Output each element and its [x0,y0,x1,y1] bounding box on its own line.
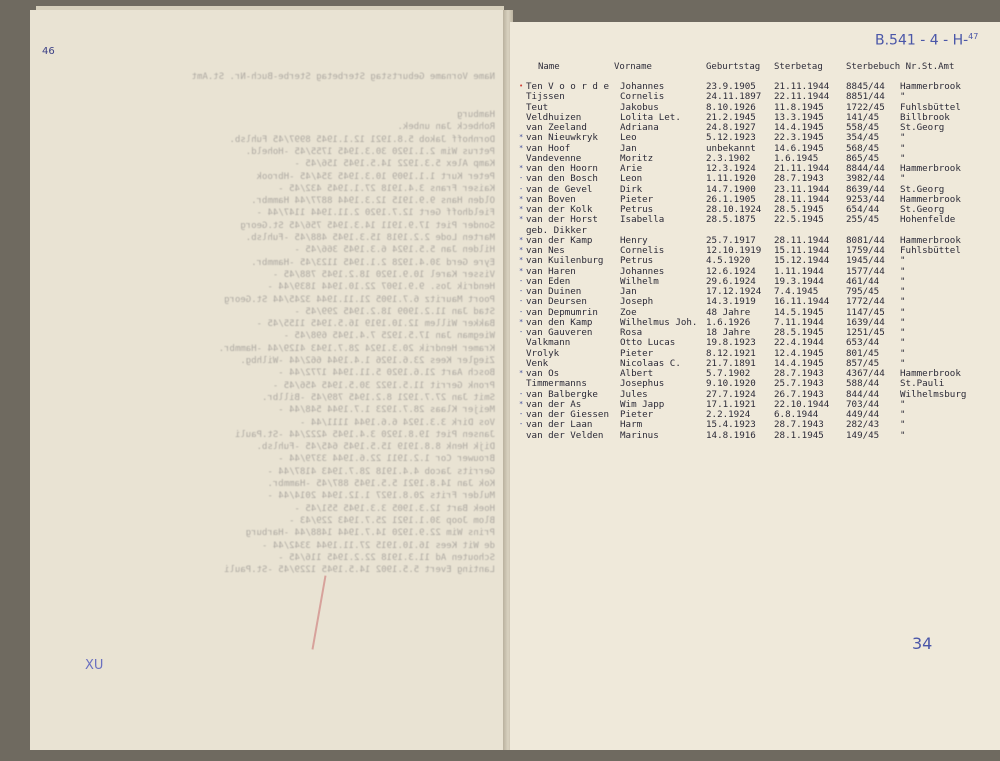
table-row [510,133,1000,143]
bleed-line: Wiegman Jan 17.5.1925 7.4.1945 698/45 - [283,331,495,342]
header-vorname: Vorname [614,62,652,72]
margin-mark: - [519,410,524,418]
cell-sterb: 28.5.1945 [774,327,824,338]
cell-sterb: 28.1.1945 [774,429,824,441]
cell-vorname: Isabella [620,214,665,226]
cell-geb: 1.11.1920 [706,173,756,185]
cell-buch: 558/45 [846,122,880,133]
cell-vorname: Jules [620,388,648,400]
table-row [510,256,1000,266]
table-row [510,379,1000,389]
cell-sterb: 28.7.1943 [774,368,824,379]
bleed-line: Vos Dirk 3.3.1924 6.6.1944 1111/44 - [299,417,495,428]
cell-sterb: 14.6.1945 [774,142,824,154]
table-row [510,420,1000,430]
archive-reference-text: B.541 - 4 - H- [875,32,969,49]
cell-buch: 141/45 [846,111,880,123]
bleed-line: Lanting Evert 5.5.1902 14.5.1945 1229/45 -St.Pauli [224,565,495,576]
cell-vorname: Leon [620,173,643,185]
cell-buch: 844/44 [846,388,880,400]
cell-name: van den Kamp [526,316,593,328]
bleed-line: Ziegler Kees 23.6.1926 1.4.1944 662/44 -Wilhbg. [240,356,495,366]
cell-vorname: Dirk [620,183,643,195]
bleed-line: Fieldhoff Gert 12.7.1920 2.11.1944 1147/44 - [256,208,495,219]
bleed-line: Rohbeck Jan unbek. [397,122,495,133]
margin-mark: * [519,133,524,142]
margin-mark: - [519,420,524,429]
cell-name: van Balbergke [526,388,598,400]
cell-name: van Zeeland [526,122,587,133]
cell-buch: 1772/44 [846,296,885,308]
cell-geb: 5.12.1923 [706,132,756,144]
cell-amt: Billbrook [900,111,950,123]
cell-vorname: Moritz [620,152,654,164]
cell-sterb: 22.3.1945 [774,132,824,144]
bleed-line: Bakker Willem 12.10.1919 16.5.1945 1155/45 - [256,319,495,330]
cell-amt: " [900,132,906,144]
cell-name: van Hoof [526,142,571,154]
cell-vorname: Arie [620,163,643,174]
cell-amt: " [900,152,906,164]
cell-sterb: 15.11.1944 [774,245,830,256]
left-page-bottom-annotation: XU [85,658,104,673]
left-page-bleed-through-text [30,10,505,750]
bleed-line: Marten Lode 2.2.1918 15.3.1945 488/45 -Fuhlsb. [245,233,495,243]
cell-name: Vandevenne [526,152,582,164]
cell-geb: 21.7.1891 [706,357,756,369]
cell-geb: 18 Jahre [706,327,751,338]
cell-vorname: Wilhelmus Joh. [620,316,698,328]
cell-name: van der Giessen [526,409,609,420]
cell-sterb: 14.4.1945 [774,122,824,133]
cell-amt: " [900,306,906,318]
margin-mark: - [519,174,524,183]
cell-buch: 8851/44 [846,91,885,103]
cell-amt: " [900,173,906,185]
cell-buch: 857/45 [846,357,880,369]
cell-buch: 801/45 [846,347,880,359]
cell-geb: unbekannt [706,142,756,154]
cell-sterb: 19.3.1944 [774,275,824,287]
header-sterbetag: Sterbetag [774,62,823,72]
cell-sterb: 7.4.1945 [774,286,819,297]
cell-geb: 1.6.1926 [706,316,751,328]
cell-buch: 282/43 [846,419,880,431]
cell-name: van Duinen [526,286,582,297]
cell-geb: 27.7.1924 [706,388,756,400]
table-row [510,431,1000,441]
right-page [510,22,1000,750]
table-header [510,62,1000,76]
table-row [510,215,1000,225]
cell-name: Venk [526,357,549,369]
bleed-line: Prins Wim 22.9.1920 14.7.1944 1488/44 -Harburg [245,528,495,539]
cell-amt: Hammerbrook [900,234,961,246]
margin-mark: - [519,328,524,336]
margin-mark: * [519,266,524,275]
cell-vorname: Otto Lucas [620,337,676,349]
cell-buch: 8844/44 [846,163,885,174]
cell-geb: 14.8.1916 [706,429,756,441]
cell-vorname: Petrus [620,204,654,215]
margin-mark: * [519,164,524,172]
cell-buch: 865/45 [846,152,880,164]
cell-vorname: Cornelis [620,91,665,103]
cell-amt: Fuhlsbüttel [900,101,961,113]
cell-name: van Os [526,368,560,379]
bleed-line: Hamburg [457,110,495,120]
cell-vorname: Leo [620,132,637,144]
bleed-line: Kok Jan 14.8.1921 5.5.1945 887/45 -Hammbr. [267,479,495,489]
cell-name: van Nieuwkryk [526,132,598,144]
bleed-line: Jansen Piet 19.8.1920 3.4.1945 4222/44 -St.Pauli [234,429,495,440]
cell-sterb: 22.4.1944 [774,337,824,349]
cell-geb: 9.10.1920 [706,378,756,390]
cell-buch: 449/44 [846,409,880,420]
cell-buch: 1722/45 [846,101,885,113]
cell-amt: " [900,347,906,359]
margin-mark: - [519,184,524,193]
cell-vorname: Marinus [620,429,659,441]
margin-mark: - [519,276,524,285]
cell-amt: " [900,337,906,349]
bleed-line: Peter Kurt 1.1.1909 10.3.1945 354/45 -Hbrook [256,171,495,182]
cell-name: Timmermanns [526,378,587,390]
left-page [30,10,505,750]
cell-amt: " [900,91,906,103]
margin-mark: * [519,399,524,408]
table-row [510,297,1000,307]
margin-mark: * [519,235,524,244]
header-name: Name [538,62,560,72]
cell-name: van der Kamp [526,234,593,246]
cell-sterb: 28.11.1944 [774,193,830,205]
cell-geb: 14.3.1919 [706,296,756,308]
cell-name: Vrolyk [526,347,560,359]
cell-buch: 1577/44 [846,265,885,277]
bleed-line: Hilden Jan 5.5.1924 6.3.1945 366/45 - [294,245,495,256]
cell-sterb: 11.8.1945 [774,101,824,113]
cell-buch: 149/45 [846,429,880,441]
cell-geb: 17.1.1921 [706,398,756,410]
margin-mark: • [519,82,524,90]
cell-geb: 21.2.1945 [706,111,756,123]
cell-geb: 29.6.1924 [706,275,756,287]
margin-mark: * [519,256,524,265]
cell-buch: 461/44 [846,275,880,287]
margin-mark: * [519,246,524,254]
cell-vorname: Joseph [620,296,654,308]
cell-geb: 17.12.1924 [706,286,762,297]
cell-vorname: Petrus [620,255,654,267]
cell-buch: 703/44 [846,398,880,410]
cell-vorname: Jan [620,286,637,297]
margin-mark: * [519,205,524,213]
margin-mark: - [519,297,524,306]
cell-sterb: 25.7.1943 [774,378,824,390]
cell-vorname: Cornelis [620,245,665,256]
cell-vorname: Lolita Let. [620,111,681,123]
cell-name: van de Gevel [526,183,593,195]
cell-name: van Gauveren [526,327,593,338]
cell-buch: 654/44 [846,204,880,215]
cell-vorname: Pieter [620,347,654,359]
cell-sterb: 21.11.1944 [774,81,830,92]
cell-geb: 12.6.1924 [706,265,756,277]
cell-geb: 26.1.1905 [706,193,756,205]
margin-mark: * [519,194,524,203]
cell-vorname: Wilhelm [620,275,659,287]
cell-buch: 8639/44 [846,183,885,195]
cell-vorname: Albert [620,368,654,379]
cell-name: Veldhuizen [526,111,582,123]
margin-mark: - [519,389,524,398]
cell-vorname: Johannes [620,81,665,92]
cell-buch: 8845/44 [846,81,885,92]
cell-geb: 24.11.1897 [706,91,762,103]
bleed-line: Schouten Ad 11.3.1918 22.2.1945 116/45 - [278,552,495,563]
bleed-line: Mulder Frits 20.8.1927 1.12.1944 2014/44 - [267,491,495,502]
bleed-line: Dornhoff Jakob 5.8.1921 12.1.1945 8997/45 Fuhlsb. [229,134,495,145]
margin-mark: * [519,317,524,326]
cell-geb: 8.12.1921 [706,347,756,359]
cell-name: van Haren [526,265,576,277]
cell-vorname: Josephus [620,378,665,390]
bleed-line: Hoek Bart 12.3.1905 3.3.1945 551/45 - [294,503,495,514]
cell-amt: " [900,429,906,441]
bleed-line: Sonder Piet 17.9.1911 14.3.1945 756/45 St.Georg [240,220,495,231]
cell-sterb: 22.5.1945 [774,214,824,226]
cell-sterb: 21.11.1944 [774,163,830,174]
cell-name: van der Velden [526,429,604,441]
cell-geb: 12.3.1924 [706,163,756,174]
bleed-line: Visser Karel 10.9.1920 18.2.1945 788/45 - [272,269,495,280]
cell-geb: 23.9.1905 [706,81,756,92]
bleed-line: Gerrits Jacob 4.4.1918 28.7.1943 4187/44 - [267,466,495,477]
bleed-line: Eyre Gerd 30.4.1928 2.1.1945 1123/45 -Hammbr. [251,257,495,268]
cell-vorname: Pieter [620,409,654,420]
bleed-line: Name Vorname Geburtstag Sterbetag Sterbe-Buch-Nr. St.Amt [191,72,495,82]
cell-geb: 19.8.1923 [706,337,756,349]
cell-vorname: Zoe [620,306,637,318]
cell-sterb: 1.11.1944 [774,265,824,277]
bleed-line: Kaiser Frans 3.4.1918 27.1.1945 432/45 - [278,183,495,194]
cell-amt: " [900,419,906,431]
margin-mark: - [519,287,524,295]
cell-name: van den Hoorn [526,163,598,174]
cell-amt: Fuhlsbüttel [900,245,961,256]
cell-vorname: Jakobus [620,101,659,113]
cell-buch: 354/45 [846,132,880,144]
bleed-line: Kramer Hendrik 20.3.1924 28.7.1943 4129/44 -Hammbr. [218,343,495,354]
cell-name: van den Bosch [526,173,598,185]
cell-sterb: 13.3.1945 [774,111,824,123]
cell-sterb: 26.7.1943 [774,388,824,400]
cell-amt: Hammerbrook [900,163,961,174]
cell-geb: 28.10.1924 [706,204,762,215]
margin-mark: * [519,215,524,224]
cell-geb: 14.7.1900 [706,183,756,195]
cell-vorname: Henry [620,234,648,246]
cell-vorname: Harm [620,419,643,431]
cell-buch: 1147/45 [846,306,885,318]
bleed-line: Poort Mauritz 6.7.1905 21.11.1944 3245/44 St.Georg [224,294,495,305]
cell-name: van der Kolk [526,204,593,215]
cell-sterb: 22.10.1944 [774,398,830,410]
cell-amt: Hammerbrook [900,193,961,205]
bleed-line: de Wit Kees 16.10.1915 27.11.1944 3342/44 - [262,540,495,551]
table-row [510,92,1000,102]
cell-sterb: 28.11.1944 [774,234,830,246]
cell-amt: " [900,357,906,369]
cell-name: van Eden [526,275,571,287]
cell-sterb: 28.7.1943 [774,173,824,185]
table-row [510,174,1000,184]
margin-mark: * [519,143,524,152]
cell-sterb: 22.11.1944 [774,91,830,103]
cell-buch: 1639/44 [846,316,885,328]
cell-amt: Wilhelmsburg [900,388,967,400]
cell-name: van Deursen [526,296,587,308]
cell-buch: 568/45 [846,142,880,154]
cell-geb: 12.10.1919 [706,245,762,256]
bleed-line: Bosch Aart 21.6.1920 5.11.1944 1772/44 - [278,368,495,379]
bleed-line: Olden Hans 9.9.1915 12.3.1944 8877/44 Hammbr. [251,196,495,207]
cell-amt: " [900,398,906,410]
cell-geb: 28.5.1875 [706,214,756,226]
cell-buch: 3982/44 [846,173,885,185]
cell-sterb: 12.4.1945 [774,347,824,359]
cell-name: van Nes [526,245,565,256]
cell-sterb: 28.7.1943 [774,419,824,431]
header-geburtstag: Geburtstag [706,62,761,72]
cell-geb: 5.7.1902 [706,368,751,379]
cell-buch: 8081/44 [846,234,885,246]
cell-amt: Hammerbrook [900,368,961,379]
cell-buch: 1759/44 [846,245,885,256]
cell-amt: St.Georg [900,204,945,215]
cell-buch: 1945/44 [846,255,885,267]
cell-geb: 2.3.1902 [706,152,751,164]
margin-mark: - [519,307,524,316]
cell-name: Teut [526,101,549,113]
cell-vorname: Adriana [620,122,659,133]
cell-sterb: 7.11.1944 [774,316,824,328]
bleed-line: Petrus Wim 2.1.1920 30.3.1945 1755/45 -Hoheld. [245,146,495,157]
cell-amt: " [900,142,906,154]
cell-amt: St.Pauli [900,378,945,390]
cell-sterb: 14.4.1945 [774,357,824,369]
cell-geb: 8.10.1926 [706,101,756,113]
cell-geb: 15.4.1923 [706,419,756,431]
bleed-line: Kamp Alex 5.3.1922 14.5.1945 156/45 - [294,159,495,170]
bleed-line: Meijer Klaas 28.7.1923 1.7.1944 548/44 - [278,405,495,416]
cell-vorname: Rosa [620,327,643,338]
bleed-line: Stad Jan 11.2.1909 18.2.1945 299/45 - [294,306,495,317]
cell-geb: 25.7.1917 [706,234,756,246]
cell-amt: " [900,286,906,297]
cell-geb: 48 Jahre [706,306,751,318]
cell-name: van der Laan [526,419,593,431]
cell-vorname: Pieter [620,193,654,205]
cell-sterb: 15.12.1944 [774,255,830,267]
cell-sterb: 23.11.1944 [774,183,830,195]
cell-sterb: 16.11.1944 [774,296,830,308]
cell-amt: " [900,409,906,420]
bleed-line: Dijk Henk 8.8.1919 15.5.1945 645/45 -Fuhlsb. [256,442,495,453]
table-row [510,338,1000,348]
bleed-line: Pronk Gerrit 11.5.1922 30.5.1945 456/45 - [272,380,495,391]
cell-name: van Boven [526,193,576,205]
cell-geb: 24.8.1927 [706,122,756,133]
cell-buch: 9253/44 [846,193,885,205]
archive-reference-annotation [875,32,978,49]
cell-amt: Hohenfelde [900,214,956,226]
cell-name: van Depmumrin [526,306,598,318]
bleed-line: Smit Jan 27.7.1921 8.2.1945 789/45 -Billbr. [262,392,495,403]
cell-amt: St.Georg [900,183,945,195]
cell-sterb: 14.5.1945 [774,306,824,318]
cell-amt: Hammerbrook [900,81,961,92]
cell-geb: 2.2.1924 [706,409,751,420]
archive-reference-superscript: 47 [968,32,979,41]
bleed-line: Blom Joop 30.1.1921 25.7.1943 229/43 - [289,515,495,526]
cell-amt: " [900,265,906,277]
right-page-bottom-annotation: 34 [912,634,933,653]
cell-buch: 255/45 [846,214,880,226]
margin-mark: * [519,369,524,377]
bleed-line: Brouwer Cor 1.2.1911 22.6.1944 3379/44 - [278,454,495,465]
cell-amt: St.Georg [900,122,945,133]
bleed-line: Hendrik Jos. 9.9.1907 22.10.1944 1839/44 - [267,282,495,293]
cell-buch: 588/44 [846,378,880,390]
table-row [510,144,1000,154]
header-sterbebuch: Sterbebuch Nr.St.Amt [846,62,955,72]
cell-vorname: Nicolaas C. [620,357,681,369]
cell-name: van der As [526,398,582,410]
cell-amt: " [900,275,906,287]
cell-amt: " [900,327,906,338]
cell-name: geb. Dikker [526,224,587,236]
cell-buch: 795/45 [846,286,880,297]
cell-vorname: Jan [620,142,637,154]
cell-amt: " [900,296,906,308]
cell-name: Ten V o o r d e [526,81,609,92]
cell-vorname: Johannes [620,265,665,277]
cell-amt: " [900,255,906,267]
left-page-number-annotation: 46 [42,46,55,57]
cell-amt: " [900,316,906,328]
cell-geb: 4.5.1920 [706,255,751,267]
cell-buch: 653/44 [846,337,880,349]
cell-name: van der Horst [526,214,598,226]
cell-vorname: Wim Japp [620,398,665,410]
cell-sterb: 6.8.1944 [774,409,819,420]
cell-sterb: 1.6.1945 [774,152,819,164]
cell-sterb: 28.5.1945 [774,204,824,215]
cell-name: Tijssen [526,91,565,103]
cell-name: van Kuilenburg [526,255,604,267]
cell-name: Valkmann [526,337,571,349]
cell-buch: 4367/44 [846,368,885,379]
cell-buch: 1251/45 [846,327,885,338]
